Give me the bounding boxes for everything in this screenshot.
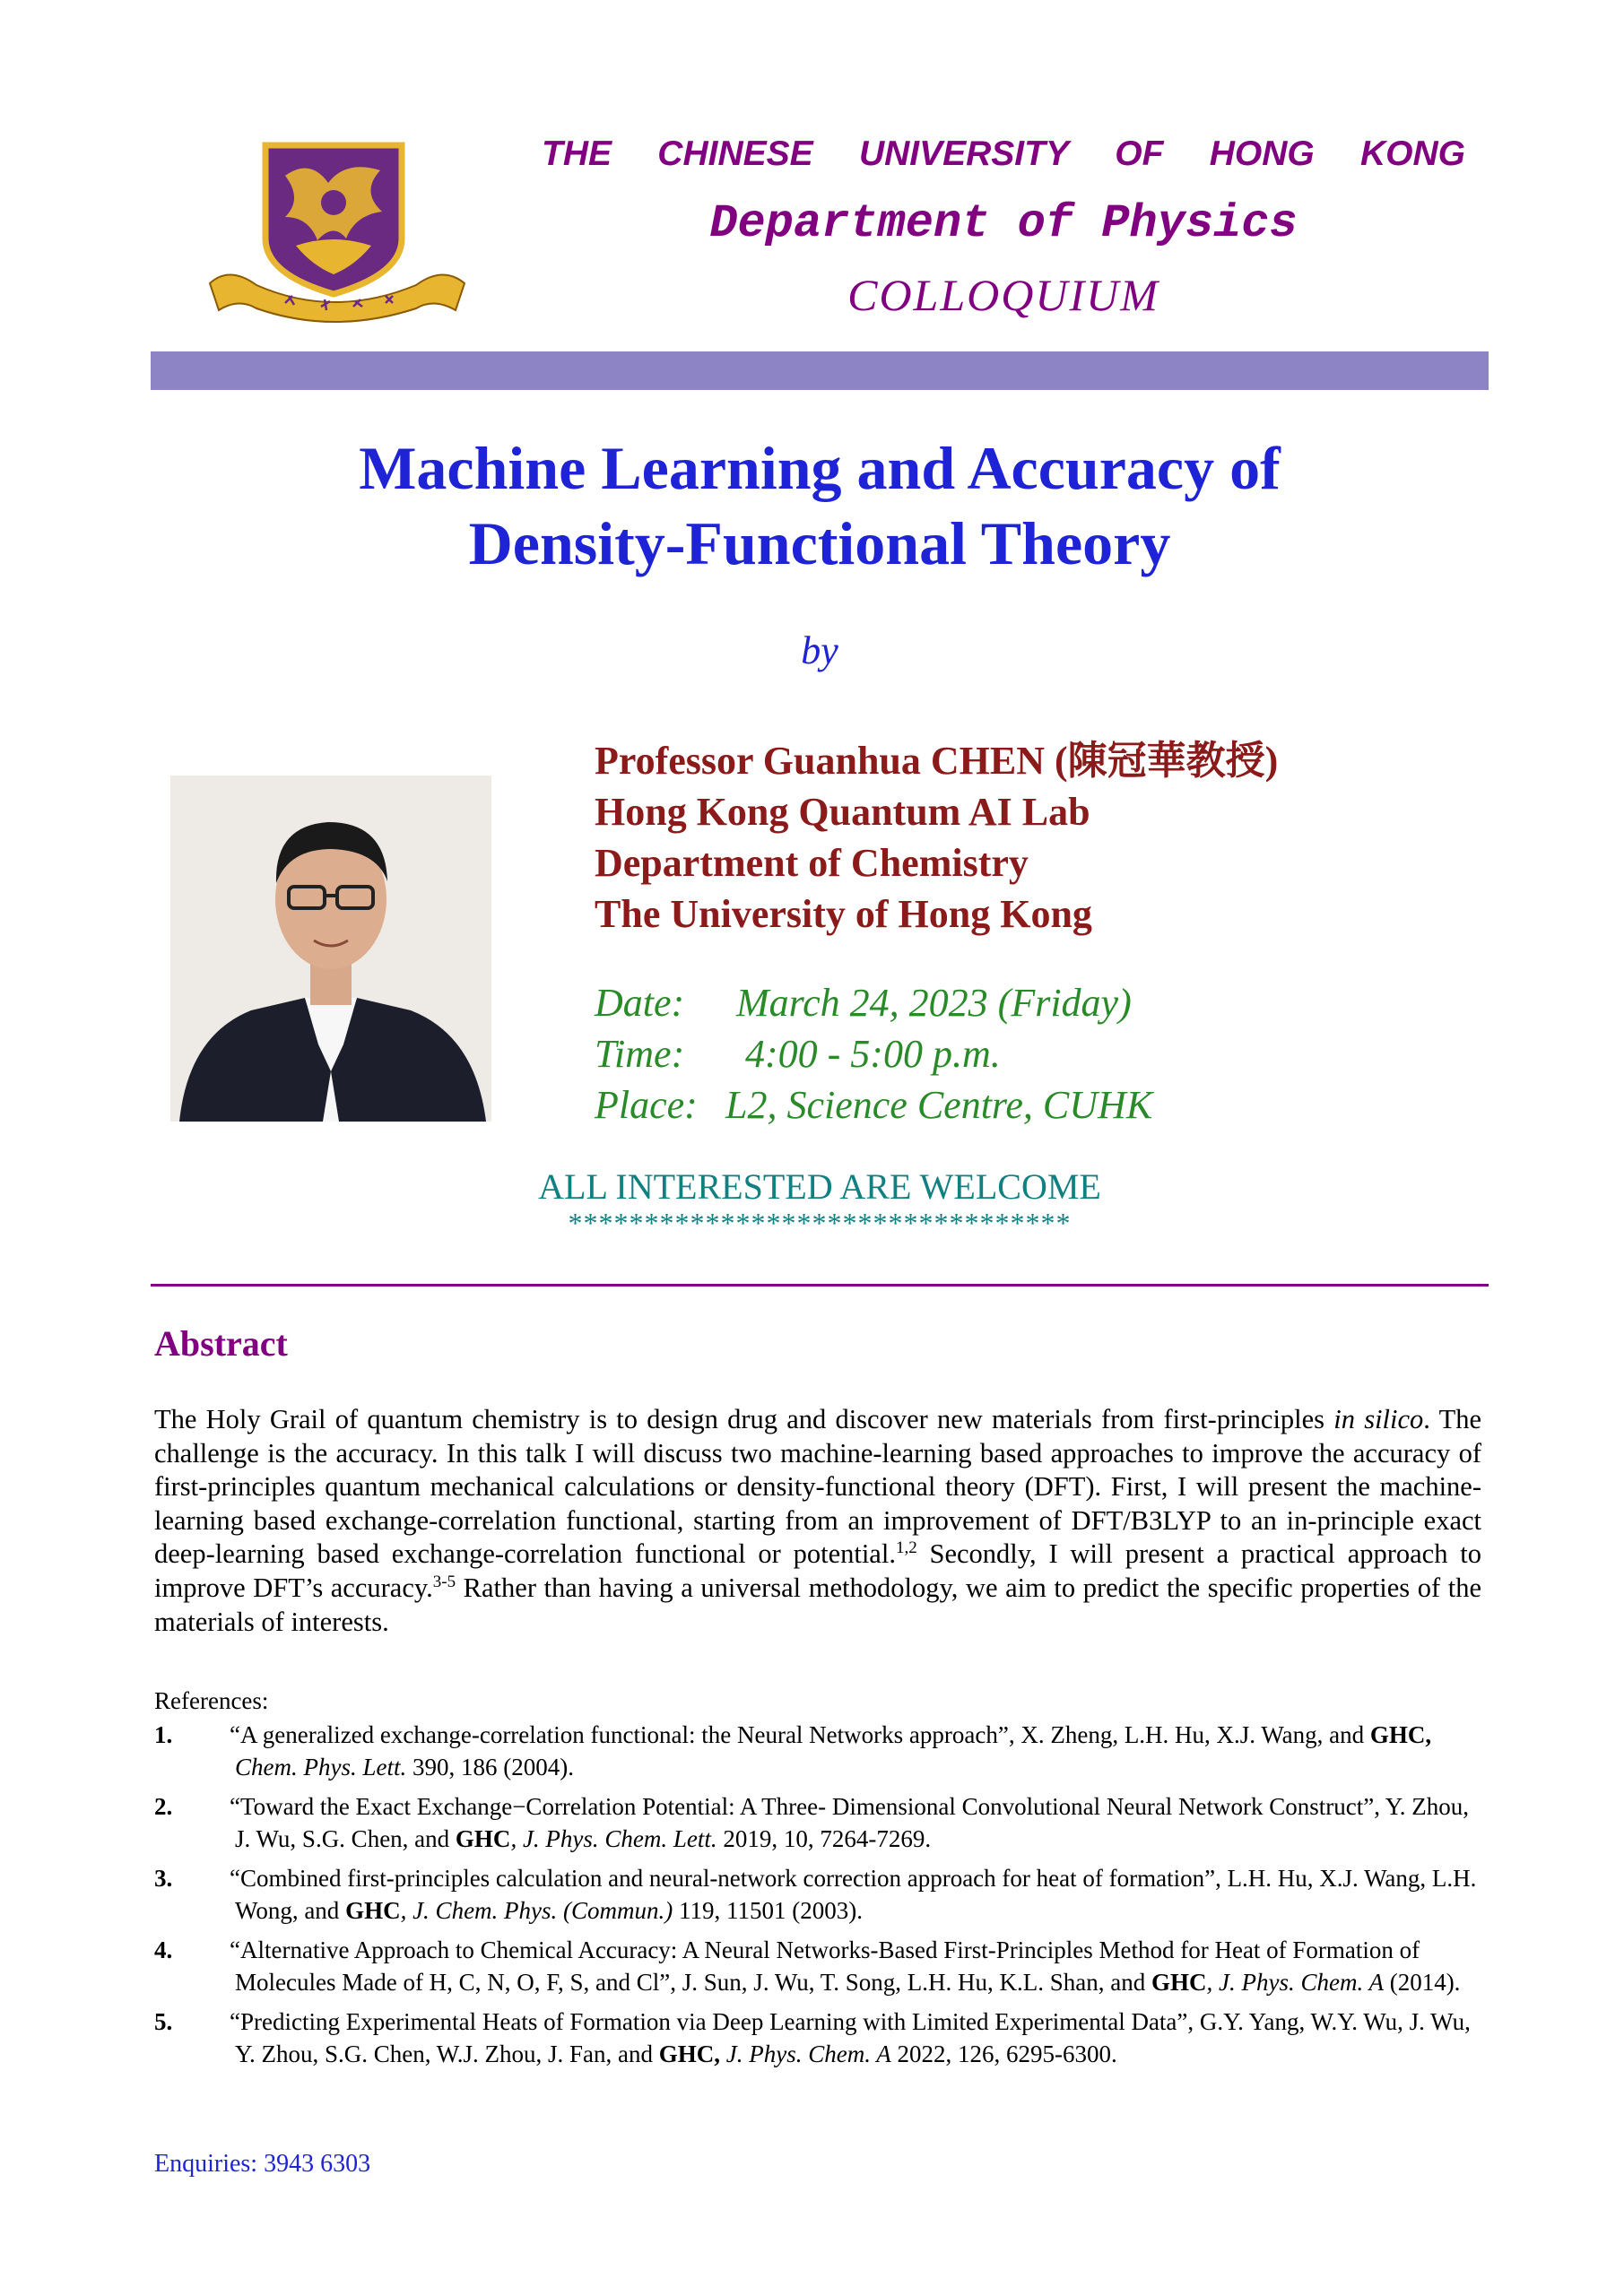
abstract-text: Secondly, I will present a practical approach to improve DFT’s accuracy. (154, 1538, 1481, 1603)
header-divider-bar (151, 351, 1489, 390)
reference-details: 390, 186 (2004). (406, 1754, 574, 1780)
event-info (595, 977, 1491, 1131)
section-divider (151, 1284, 1489, 1287)
reference-text: “Alternative Approach to Chemical Accuracy: A Neural Networks-Based First-Principles Method for Heat of Formation of Molecules Made of H, C, N, O, F, S, and Cl”, J. Sun, J. Wu, T. Song, L.H. Hu, K.L. Shan, and (230, 1936, 1420, 1996)
reference-author-ghc: GHC, (658, 2040, 721, 2067)
reference-number: 4. (154, 1936, 173, 1963)
reference-text: “A generalized exchange-correlation functional: the Neural Networks approach”, X. Zheng, L.H. Hu, X.J. Wang, and (230, 1721, 1370, 1748)
abstract-body (154, 1403, 1481, 1639)
reference-item (154, 2006, 1481, 2070)
speaker-name: Professor Guanhua CHEN (陳冠華教授) (595, 739, 1279, 783)
reference-number: 2. (154, 1793, 173, 1820)
reference-text: “Predicting Experimental Heats of Formation via Deep Learning with Limited Experimental Data”, G.Y. Yang, W.Y. Wu, J. Wu, Y. Zhou, S.G. Chen, W.J. Zhou, J. Fan, and (230, 2008, 1471, 2067)
university-word: UNIVERSITY (858, 134, 1069, 173)
place-value: L2, Science Centre, CUHK (725, 1083, 1153, 1127)
talk-title-line-1: Machine Learning and Accuracy of (359, 434, 1281, 502)
citation-superscript: 1,2 (895, 1538, 917, 1558)
reference-details: 2022, 126, 6295-6300. (890, 2040, 1117, 2067)
star-divider: ********************************* (568, 1207, 1072, 1239)
reference-text: “Combined first-principles calculation and neural-network correction approach for heat of formation”, L.H. Hu, X.J. Wang, L.H. Wong, and (230, 1865, 1477, 1924)
reference-details: 2019, 10, 7264-7269. (716, 1825, 932, 1852)
speaker-affiliation-univ: The University of Hong Kong (595, 892, 1092, 936)
reference-item (154, 1934, 1481, 1998)
crest-icon (203, 140, 472, 324)
citation-superscript: 3-5 (432, 1572, 456, 1591)
talk-title (151, 430, 1489, 581)
reference-details: 119, 11501 (2003). (673, 1897, 864, 1924)
speaker-portrait-icon (170, 775, 491, 1122)
place-label: Place: (595, 1083, 698, 1127)
abstract-text: . The challenge is the accuracy. In this talk I will discuss two machine-learning based approaches to improve the accuracy of first-principles quantum mechanical calculations or density-functional theory (DFT). First, I will present the machine-learning based exchange-correlation functional, starting from an improvement of DFT/B3LYP to an in-principle exact deep-learning based exchange-correlation functional or potential. (154, 1404, 1481, 1570)
university-word: CHINESE (657, 134, 813, 173)
references-heading: References: (154, 1687, 269, 1714)
reference-item (154, 1862, 1481, 1927)
university-word: HONG (1209, 134, 1315, 173)
reference-text: “Toward the Exact Exchange−Correlation Potential: A Three- Dimensional Convolutional Neural Network Construct”, Y. Zhou, J. Wu, S.G. Chen, and (230, 1793, 1470, 1852)
reference-journal: J. Phys. Chem. A (720, 2040, 891, 2067)
reference-author-ghc: GHC (455, 1825, 511, 1852)
abstract-text: Rather than having a universal methodology, we aim to predict the specific properties of the materials of interests. (154, 1572, 1482, 1637)
reference-number: 3. (154, 1865, 173, 1892)
reference-number: 1. (154, 1721, 173, 1748)
reference-journal: , J. Phys. Chem. A (1206, 1969, 1384, 1996)
date-label: Date: (595, 981, 685, 1025)
reference-author-ghc: GHC (1151, 1969, 1207, 1996)
reference-journal: Chem. Phys. Lett. (235, 1754, 407, 1780)
by-label: by (801, 628, 838, 672)
time-value: 4:00 - 5:00 p.m. (745, 1032, 1001, 1076)
talk-title-line-2: Density-Functional Theory (468, 509, 1171, 577)
event-place-row (595, 1079, 1491, 1131)
reference-journal: , J. Chem. Phys. (Commun.) (400, 1897, 673, 1924)
time-label: Time: (595, 1032, 685, 1076)
abstract-text: The Holy Grail of quantum chemistry is to design drug and discover new materials from first-principles (154, 1404, 1334, 1434)
date-value: March 24, 2023 (Friday) (736, 981, 1132, 1025)
reference-journal: , J. Phys. Chem. Lett. (510, 1825, 717, 1852)
university-crest-logo (203, 140, 472, 324)
department-name: Department of Physics (709, 197, 1298, 250)
event-date-row (595, 977, 1491, 1028)
university-word: OF (1115, 134, 1164, 173)
abstract-heading: Abstract (154, 1323, 288, 1364)
reference-item (154, 1719, 1481, 1783)
reference-details: (2014). (1383, 1969, 1461, 1996)
speaker-photo (170, 775, 491, 1122)
reference-author-ghc: GHC, (1369, 1721, 1432, 1748)
reference-number: 5. (154, 2008, 173, 2035)
welcome-notice: ALL INTERESTED ARE WELCOME (538, 1166, 1101, 1207)
reference-author-ghc: GHC (345, 1897, 401, 1924)
series-name: COLLOQUIUM (847, 270, 1159, 320)
speaker-affiliation-lab: Hong Kong Quantum AI Lab (595, 790, 1090, 834)
university-word: KONG (1360, 134, 1465, 173)
university-word: THE (542, 134, 612, 173)
event-time-row (595, 1028, 1491, 1079)
reference-list (154, 1719, 1481, 2077)
speaker-affiliation-dept: Department of Chemistry (595, 841, 1029, 885)
speaker-block (595, 735, 1491, 940)
enquiries-contact: Enquiries: 3943 6303 (154, 2150, 371, 2178)
reference-item (154, 1790, 1481, 1855)
university-name (542, 134, 1465, 174)
abstract-italic: in silico (1333, 1404, 1424, 1434)
